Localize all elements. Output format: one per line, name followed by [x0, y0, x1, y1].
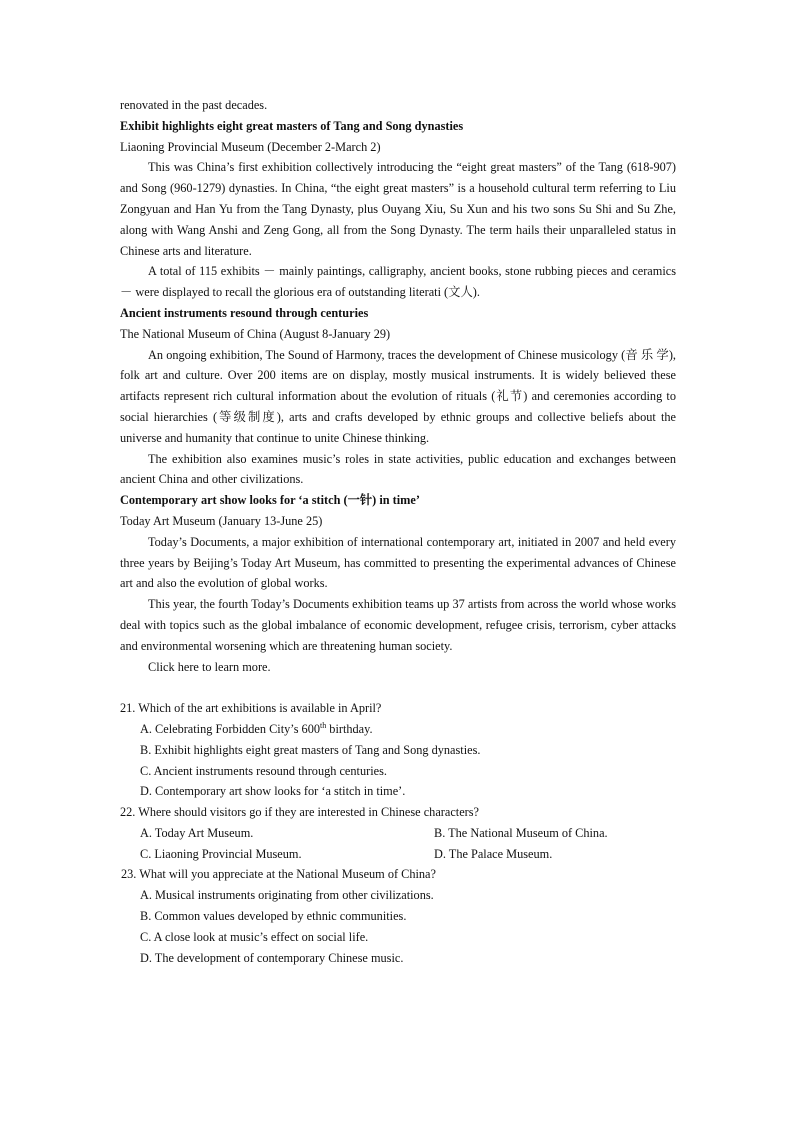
answer-option: B. Common values developed by ethnic communities. — [140, 909, 407, 924]
option-row — [120, 823, 676, 844]
question-stem: 22. Where should visitors go if they are interested in Chinese characters? — [120, 805, 479, 820]
section-venue: Liaoning Provincial Museum (December 2-March 2) — [120, 139, 381, 154]
section-paragraph: Today’s Documents, a major exhibition of international contemporary art, initiated in 2007 and held every three years by Beijing’s Today Art Museum, has committed to presenting the experimental advances of Chinese art and also the evolution of global works. — [120, 534, 676, 591]
question-stem: 21. Which of the art exhibitions is available in April? — [120, 701, 382, 716]
section-venue: The National Museum of China (August 8-January 29) — [120, 326, 391, 341]
answer-option: D. Contemporary art show looks for ‘a stitch in time’. — [140, 784, 406, 799]
answer-option: A. Musical instruments originating from other civilizations. — [140, 888, 434, 903]
section-paragraph: The exhibition also examines music’s roles in state activities, public education and exchanges between ancient China and other civilizations. — [120, 451, 676, 487]
answer-option: D. The Palace Museum. — [434, 846, 553, 861]
question-stem: 23. What will you appreciate at the National Museum of China? — [121, 867, 436, 882]
answer-option: B. The National Museum of China. — [434, 825, 608, 840]
document-page — [120, 95, 676, 968]
section-paragraph: An ongoing exhibition, The Sound of Harmony, traces the development of Chinese musicology (音 乐 学), folk art and culture. Over 200 items are on display, mostly musical instruments. It is widely believed these artifacts represent rich cultural information about the evolution of rituals (礼节) and ceremonies according to social hierarchies (等级制度), arts and crafts developed by ethnic groups and collective beliefs about the universe and humanity that continue to unite Chinese thinking. — [120, 347, 676, 445]
learn-more-link[interactable]: Click here to learn more. — [148, 659, 271, 674]
section-heading: Exhibit highlights eight great masters of Tang and Song dynasties — [120, 118, 464, 133]
section-paragraph: A total of 115 exhibits － mainly paintings, calligraphy, ancient books, stone rubbing pieces and ceramics － were displayed to recall the glorious era of outstanding literati (文人). — [120, 264, 676, 300]
spacer — [120, 677, 676, 698]
option-text: A. Celebrating Forbidden City’s 600 — [140, 721, 320, 736]
section-venue: Today Art Museum (January 13-June 25) — [120, 513, 323, 528]
section-paragraph: This year, the fourth Today’s Documents exhibition teams up 37 artists from across the world whose works deal with topics such as the global imbalance of economic development, refugee crisis, terrorism, cyber attacks and environmental worsening which are threatening human society. — [120, 597, 676, 653]
answer-option — [120, 719, 676, 740]
section-paragraph: This was China’s first exhibition collectively introducing the “eight great masters” of the Tang (618-907) and Song (960-1279) dynasties. In China, “the eight great masters” is a household cultural term referring to Liu Zongyuan and Han Yu from the Tang Dynasty, plus Ouyang Xiu, Su Xun and his two sons Su Shi and Su Zhe, along with Wang Anshi and Zeng Gong, all from the Song Dynasty. The term hails their unparalleled status in Chinese arts and literature. — [120, 160, 676, 258]
intro-tail: renovated in the past decades. — [120, 98, 268, 112]
option-row — [120, 844, 676, 865]
answer-option: A. Today Art Museum. — [140, 825, 254, 840]
section-heading: Ancient instruments resound through centuries — [120, 305, 369, 320]
answer-option: C. A close look at music’s effect on social life. — [140, 929, 369, 944]
answer-option: B. Exhibit highlights eight great masters of Tang and Song dynasties. — [140, 742, 481, 757]
answer-option: D. The development of contemporary Chinese music. — [140, 950, 404, 965]
answer-option: C. Ancient instruments resound through centuries. — [140, 763, 387, 778]
section-heading: Contemporary art show looks for ‘a stitch (一针) in time’ — [120, 493, 420, 508]
option-superscript: th — [320, 720, 327, 730]
answer-option: C. Liaoning Provincial Museum. — [140, 846, 302, 861]
option-text: birthday. — [326, 721, 373, 736]
